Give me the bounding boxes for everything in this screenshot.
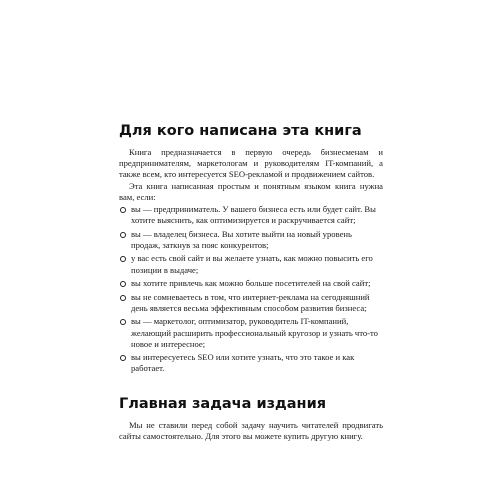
intro-paragraph: Книга предназначается в первую очередь бизнесменам и предпринимателям, маркетологам и руководителям IT-компаний, а также всем, кто интересуется SEO-рекламой и продвижением сайтов. xyxy=(119,147,383,180)
list-item xyxy=(119,278,383,289)
list-item-text: у вас есть свой сайт и вы желаете узнать, как можно повысить его позиции в выдаче; xyxy=(131,253,373,275)
list-item xyxy=(119,292,383,314)
list-item-text: вы — предприниматель. У вашего бизнеса есть или будет сайт. Вы хотите выяснить, как оптимизируется и раскручивается сайт; xyxy=(131,204,376,226)
section-heading-audience: Для кого написана эта книга xyxy=(119,123,362,139)
circle-bullet-icon xyxy=(120,319,126,325)
circle-bullet-icon xyxy=(120,256,126,262)
list-item xyxy=(119,204,383,226)
list-item xyxy=(119,253,383,275)
page-content xyxy=(119,122,383,442)
circle-bullet-icon xyxy=(120,232,126,238)
list-item xyxy=(119,229,383,251)
list-item xyxy=(119,352,383,374)
audience-list xyxy=(119,204,383,375)
section-heading-main-task: Главная задача издания xyxy=(119,395,327,412)
list-item-text: вы — владелец бизнеса. Вы хотите выйти на новый уровень продаж, заткнув за пояс конкурентов; xyxy=(131,228,352,250)
circle-bullet-icon xyxy=(120,207,126,213)
list-item-text: вы интересуетесь SEO или хотите узнать, что это такое и как работает. xyxy=(131,352,355,374)
list-item-text: вы — маркетолог, оптимизатор, руководитель IT-компаний, желающий расширить профессиональный кругозор и узнать что-то новое и интересное; xyxy=(131,316,378,349)
main-task-paragraph: Мы не ставили перед собой задачу научить читателей продвигать сайты самостоятельно. Для этого вы можете купить другую книгу. xyxy=(119,419,383,441)
list-item-text: вы хотите привлечь как можно больше посетителей на свой сайт; xyxy=(131,278,371,289)
circle-bullet-icon xyxy=(120,295,126,301)
circle-bullet-icon xyxy=(120,355,126,361)
list-item xyxy=(119,316,383,350)
list-lead-paragraph: Эта книга написанная простым и понятным языком книга нужна вам, если: xyxy=(119,180,383,202)
list-item-text: вы не сомневаетесь в том, что интернет-реклама на сегодняшний день является весьма эффективным способом развития бизнеса; xyxy=(131,291,370,313)
circle-bullet-icon xyxy=(120,281,126,287)
